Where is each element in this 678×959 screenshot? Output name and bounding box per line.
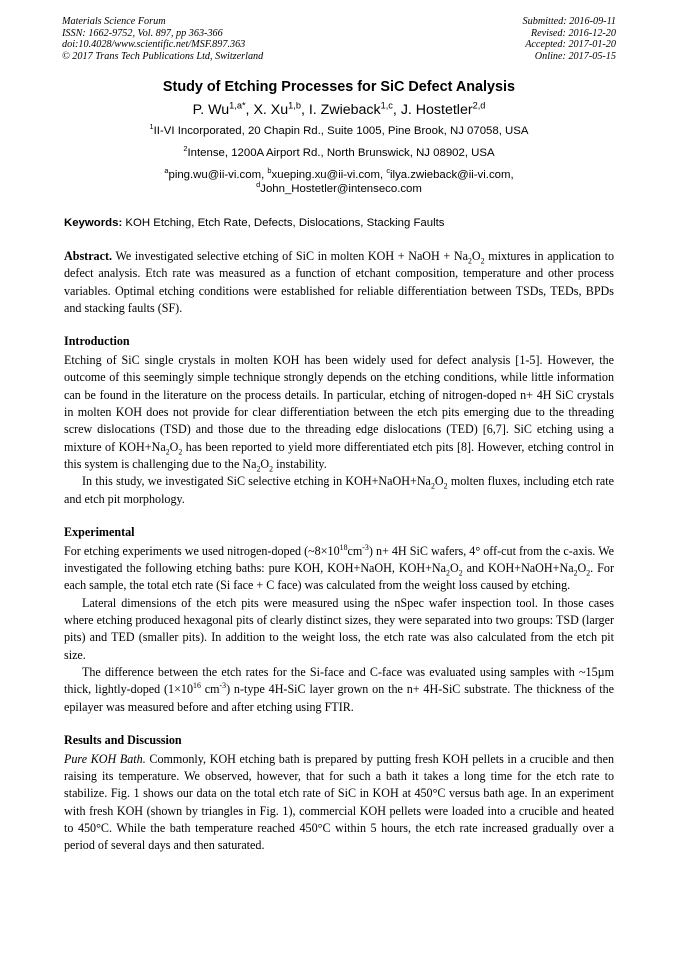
results-subsection-label: Pure KOH Bath. xyxy=(64,751,146,766)
body-text: O xyxy=(434,474,444,489)
body-text: The difference between the etch rates for the Si-face and C-face was evaluated using samples with ~15µm thick, lightly-doped (1×10 xyxy=(64,664,614,697)
author-name: X. Xu xyxy=(253,102,289,118)
author-name: P. Wu xyxy=(192,102,230,118)
subscript: 2 xyxy=(256,464,261,474)
journal-copyright: © 2017 Trans Tech Publications Ltd, Switzerland xyxy=(62,50,264,62)
introduction-paragraph xyxy=(64,473,614,508)
subscript: 2 xyxy=(178,447,183,457)
keywords-label: Keywords: xyxy=(64,217,123,229)
author-affil-mark: 1,b xyxy=(288,100,301,111)
email-link[interactable]: xueping.xu@ii-vi.com xyxy=(271,169,380,181)
subscript: 2 xyxy=(430,481,435,491)
body-text: instability. xyxy=(273,456,327,471)
email-mark: d xyxy=(256,180,261,190)
superscript: -3 xyxy=(362,542,369,552)
affiliation-text: II-VI Incorporated, 20 Chapin Rd., Suite 1005, Pine Brook, NJ 07058, USA xyxy=(153,125,529,137)
date-revised: Revised: 2016-12-20 xyxy=(530,27,616,39)
body-text: O xyxy=(169,439,179,454)
results-paragraph xyxy=(64,751,614,855)
body-text: cm xyxy=(200,682,220,697)
paper-content xyxy=(64,78,614,855)
body-text: O xyxy=(577,561,587,576)
affiliation-text: Intense, 1200A Airport Rd., North Brunswick, NJ 08902, USA xyxy=(187,147,495,159)
section-heading-results: Results and Discussion xyxy=(64,732,182,747)
body-text: In this study, we investigated SiC selective etching in KOH+NaOH+Na xyxy=(82,474,431,489)
subscript: 2 xyxy=(480,256,485,266)
journal-doi: doi:10.4028/www.scientific.net/MSF.897.363 xyxy=(62,39,246,51)
body-text: ) n-type 4H-SiC layer grown on the n+ 4H-SiC substrate. The thickness of the epilayer was measured before and after etching using FTIR. xyxy=(64,682,614,714)
body-text: For etching experiments we used nitrogen-doped (~8×10 xyxy=(64,543,340,558)
date-online: Online: 2017-05-15 xyxy=(534,50,616,62)
subscript: 2 xyxy=(573,568,578,578)
author-affil-mark: 1,a* xyxy=(229,100,246,111)
body-text: O xyxy=(449,561,459,576)
affiliation xyxy=(64,146,614,161)
keywords-text: KOH Etching, Etch Rate, Defects, Dislocations, Stacking Faults xyxy=(125,217,445,229)
abstract-text: O xyxy=(471,249,481,263)
body-text: Etching of SiC single crystals in molten KOH has been widely used for defect analysis [1-5]. However, the outcome of this seemingly simple technique strongly depends on the etching conditions, while little information can be found in the literature on the process details. In particular, etching of nitrogen-doped n+ 4H SiC crystals in molten KOH does not provide for clear differentiation between the etch pits emerging due to the threading screw dislocations (TSD) and those due to the threading edge dislocations (TED) [6,7]. SiC etching using a mixture of KOH+Na xyxy=(64,353,614,454)
abstract-text: mixtures in application to defect analysis. Etch rate was measured as a function of etchant composition, temperature and other process variables. Optimal etching conditions were established for reliable differentiation between TSDs, TEDs, BPDs and stacking faults (SF). xyxy=(64,249,614,315)
subscript: 2 xyxy=(586,568,591,578)
email-mark: a xyxy=(164,166,169,176)
dates-header xyxy=(523,16,616,62)
abstract xyxy=(64,248,614,317)
email-mark: c xyxy=(386,166,391,176)
superscript: 16 xyxy=(193,681,201,691)
superscript: 18 xyxy=(339,542,348,552)
subscript: 2 xyxy=(269,464,274,474)
author-list: P. $Wu^{1,a*}$, X. Xu$^{1,b}$, I. Zwieback$^{1,c}$, J. Hostetler$^{2,d}$ xyxy=(192,100,486,118)
abstract-text: We investigated selective etching of SiC in molten KOH + NaOH + Na xyxy=(115,249,468,263)
email-link[interactable]: John_Hostetler@intenseco.com xyxy=(260,183,422,195)
subscript: 2 xyxy=(446,568,450,578)
date-accepted: Accepted: 2017-01-20 xyxy=(525,39,616,51)
paper-title: Study of Etching Processes for SiC Defect Analysis xyxy=(162,79,516,95)
author-name: J. Hostetler xyxy=(400,102,473,118)
journal-header xyxy=(62,16,263,62)
superscript: -3 xyxy=(219,681,227,691)
journal-name: Materials Science Forum xyxy=(62,16,166,27)
email-link[interactable]: ilya.zwieback@ii-vi.com xyxy=(390,169,511,181)
body-text: cm xyxy=(347,543,363,558)
subscript: 2 xyxy=(443,481,448,491)
abstract-label: Abstract. xyxy=(64,249,113,263)
date-submitted: Submitted: 2016-09-11 xyxy=(522,16,616,27)
affiliation xyxy=(64,124,614,139)
subscript: 2 xyxy=(458,568,463,578)
affiliation-mark: 1 xyxy=(149,122,154,132)
experimental-paragraph: Lateral dimensions of the etch pits were measured using the nSpec wafer inspection tool. In those cases where etching produced hexagonal pits of clearly distinct sizes, they were separated into two groups: TSD (larger pits) and TED (smaller pits). In addition to the weight loss, the etch rate was also calculated from the etch pit size. xyxy=(64,595,614,662)
author-affil-mark: 2,d xyxy=(472,100,486,111)
body-text: . For each sample, the total etch rate (Si face + C face) was calculated from the weight loss caused by etching. xyxy=(64,561,614,593)
section-heading-experimental: Experimental xyxy=(64,524,135,539)
subscript: 2 xyxy=(165,447,170,457)
section-heading-introduction: Introduction xyxy=(64,334,130,349)
email-mark: b xyxy=(267,166,272,176)
body-text: Commonly, KOH etching bath is prepared by putting fresh KOH pellets in a crucible and then raising its temperature. We observed, however, that for such a bath it takes a long time for the etch rate to stabilize. Fig. 1 shows our data on the total etch rate of SiC in KOH at 450°C versus bath age. In an experiment with fresh KOH (shown by triangles in Fig. 1), commercial KOH pellets were loaded into a crucible and heated to 450°C. While the bath temperature reached 450°C within 5 hours, the etch rate increased gradually over a period of several days and then saturated. xyxy=(64,751,615,853)
journal-issn: ISSN: 1662-9752, Vol. 897, pp 363-366 xyxy=(62,27,223,39)
experimental-paragraph xyxy=(64,543,614,595)
keywords xyxy=(64,217,614,229)
subscript: 2 xyxy=(467,256,472,266)
body-text: and KOH+NaOH+Na xyxy=(462,561,574,576)
author-affil-mark: 1,c xyxy=(380,100,393,111)
email-link[interactable]: ping.wu@ii-vi.com xyxy=(168,169,262,181)
body-text: ) n+ 4H SiC wafers, 4° off-cut from the c-axis. We investigated the following etching baths: pure KOH, KOH+NaOH, KOH+Na xyxy=(64,543,615,576)
body-text: O xyxy=(260,456,270,471)
affiliation-mark: 2 xyxy=(183,144,188,154)
body-text: has been reported to yield more differentiated etch pits [8]. However, etching control in this system is challenging due to the Na xyxy=(64,439,614,471)
email-list: $^a$ping.wu@ii-vi.com, $^b$xueping.xu@ii-vi.com, $^c$ilya.zwieback@ii-vi.com, $^d$John_Hostetler@intenseco.com xyxy=(164,166,514,195)
experimental-paragraph xyxy=(64,664,614,716)
body-text: molten fluxes, including etch rate and etch pit morphology. xyxy=(64,474,615,506)
author-name: I. Zwieback xyxy=(308,102,381,118)
introduction-paragraph xyxy=(64,352,614,473)
